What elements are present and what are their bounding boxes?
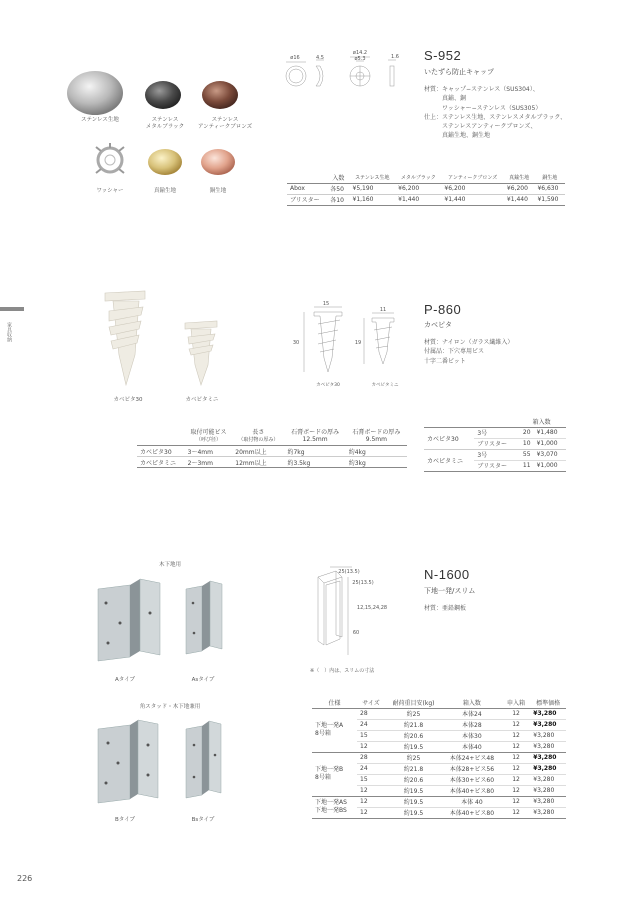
dim-12-28: 12,15,24,28 <box>356 605 388 611</box>
table-row: 15 約20.6 本体30+ビス60 12 ¥3,280 <box>312 774 566 785</box>
s952-price-table <box>287 172 565 206</box>
caption-antique-bronze: ステンレス アンティークブロンズ <box>197 117 253 130</box>
dim-d30: 30 <box>292 340 300 346</box>
s952-subtitle: いたずら防止キャップ <box>424 68 494 76</box>
dim-25a: 25(13.5) <box>338 569 360 575</box>
p860-product-code: P-860 <box>424 302 462 317</box>
metal-black-cap-photo <box>145 81 181 109</box>
dim-d53: ø5.3 <box>354 56 366 62</box>
table-row: 12 約19.5 本体40 12 ¥3,280 <box>312 741 566 752</box>
n1600-product-code: N-1600 <box>424 567 470 582</box>
p860-spec-table <box>137 430 407 468</box>
washer-photo <box>96 143 124 173</box>
table-header-row: 箱入数 <box>424 416 566 427</box>
kabepita-mini-photo <box>185 321 217 385</box>
table-row: カベピタミニ 2〜3mm 12mm以上 約3.5kg 約3kg <box>137 457 407 468</box>
caption-kabepita-30: カベピタ30 <box>113 397 143 403</box>
caption-type-b: Bタイプ <box>115 817 135 823</box>
bronze-cap-photo <box>202 81 238 109</box>
dim-60: 60 <box>352 630 360 636</box>
caption-type-bs: Bsタイプ <box>191 817 215 823</box>
type-bs-photo <box>186 721 221 798</box>
table-row: Abox 各50 ¥5,190 ¥6,200 ¥6,200 ¥6,200 ¥6,630 <box>287 183 565 194</box>
side-section-label: 家具収納 <box>6 322 12 342</box>
table-row: 下地一発B 8号箱 28 約25 本体24+ビス48 12 ¥3,280 <box>312 752 566 763</box>
p860-material: 材質：ナイロン（ガラス繊維入） 付属品：下穴専用ビス 十字二番ビット <box>424 339 514 365</box>
caption-washer: ワッシャー <box>96 188 124 194</box>
n1600-wood-photos <box>90 573 240 673</box>
type-a-photo <box>98 579 160 661</box>
type-as-photo <box>186 581 222 654</box>
n1600-subtitle: 下地一発/スリム <box>424 587 476 595</box>
dim-d19: 19 <box>354 340 362 346</box>
table-row: 24 約21.8 本体28 12 ¥3,280 <box>312 719 566 730</box>
dim-label-kabepita-mini: カベピタミニ <box>371 383 399 388</box>
caption-brass: 真鍮生地 <box>153 188 176 194</box>
s952-material: 材質：キャップ−ステンレス（SUS304）、 真鍮、銅 ワッシャー−ステンレス（SUS305） 仕上：ステンレス生地、ステンレスメタルブラック、 ステンレスアンティークブロンズ、 真鍮生地、銅生地 <box>424 86 567 140</box>
table-row: 下地一発A 8号箱 28 約25 本体24 12 ¥3,280 <box>312 708 566 719</box>
stainless-cap-photo <box>67 71 123 115</box>
table-header-row: 取付可能ビス （呼び径） 長さ （取付物の厚み） 石膏ボードの厚み 12.5mm 石膏ボードの厚み 9.5mm <box>137 430 407 446</box>
p860-subtitle: カベピタ <box>424 321 452 329</box>
table-row: カベピタミニ 3号 55 ¥3,070 <box>424 449 566 460</box>
table-row: ブリスター 11 ¥1,000 <box>424 460 566 471</box>
dim-d142: ø14.2 <box>352 50 368 56</box>
dim-d45: 4.5 <box>316 55 324 61</box>
table-header-row: 入数 ステンレス生地 メタルブラック アンティークブロンズ 真鍮生地 銅生地 <box>287 172 565 183</box>
caption-stainless: ステンレス生地 <box>81 117 119 123</box>
table-row: 下地一発AS 下地一発BS 12 約19.5 本体 40 12 ¥3,280 <box>312 796 566 807</box>
stud-base-label: 角スタッド・木下地兼用 <box>139 704 201 710</box>
caption-metal-black: ステンレス メタルブラック <box>145 117 185 130</box>
table-row: 24 約21.8 本体28+ビス56 12 ¥3,280 <box>312 763 566 774</box>
caption-type-a: Aタイプ <box>115 677 135 683</box>
dim-d16b: 1.6 <box>391 54 399 60</box>
side-tab-marker <box>0 307 24 311</box>
dim-d16: ø16 <box>290 55 300 61</box>
n1600-stud-photos <box>90 715 240 815</box>
dim-d11: 11 <box>379 307 387 313</box>
dim-25b: 25(13.5) <box>352 580 374 586</box>
table-row: 12 約19.5 本体40+ビス80 12 ¥3,280 <box>312 785 566 796</box>
s952-product-photos <box>60 70 260 200</box>
brass-cap-photo <box>148 149 182 175</box>
copper-cap-photo <box>201 149 235 175</box>
table-row: ブリスター 10 ¥1,000 <box>424 438 566 449</box>
p860-price-table <box>424 416 566 472</box>
table-row: 15 約20.6 本体30 12 ¥3,280 <box>312 730 566 741</box>
wood-base-label: 木下地用 <box>158 562 181 568</box>
caption-type-as: Asタイプ <box>191 677 215 683</box>
caption-copper: 銅生地 <box>209 188 227 194</box>
caption-kabepita-mini: カベピタミニ <box>185 397 219 403</box>
table-row: カベピタ30 3号 20 ¥1,480 <box>424 427 566 438</box>
dim-d15: 15 <box>322 301 330 307</box>
s952-product-code: S-952 <box>424 48 462 63</box>
page-number: 226 <box>17 874 33 883</box>
table-row: ブリスター 各10 ¥1,160 ¥1,440 ¥1,440 ¥1,440 ¥1,590 <box>287 194 565 205</box>
dimension-note: ※（ ）内は、スリムの寸法 <box>310 668 375 674</box>
table-header-row: 仕様 サイズ 耐荷重目安(kg) 箱入数 申入箱 標準価格 <box>312 697 566 708</box>
dim-label-kabepita-30: カベピタ30 <box>316 383 340 388</box>
p860-product-photos <box>95 285 235 395</box>
n1600-material: 材質：亜鉛鋼板 <box>424 605 467 612</box>
table-row: 12 約19.5 本体40+ビス80 12 ¥3,280 <box>312 807 566 818</box>
n1600-price-table <box>312 697 566 819</box>
table-row: カベピタ30 3〜4mm 20mm以上 約7kg 約4kg <box>137 446 407 457</box>
kabepita-30-photo <box>105 291 145 385</box>
type-b-photo <box>98 720 158 803</box>
